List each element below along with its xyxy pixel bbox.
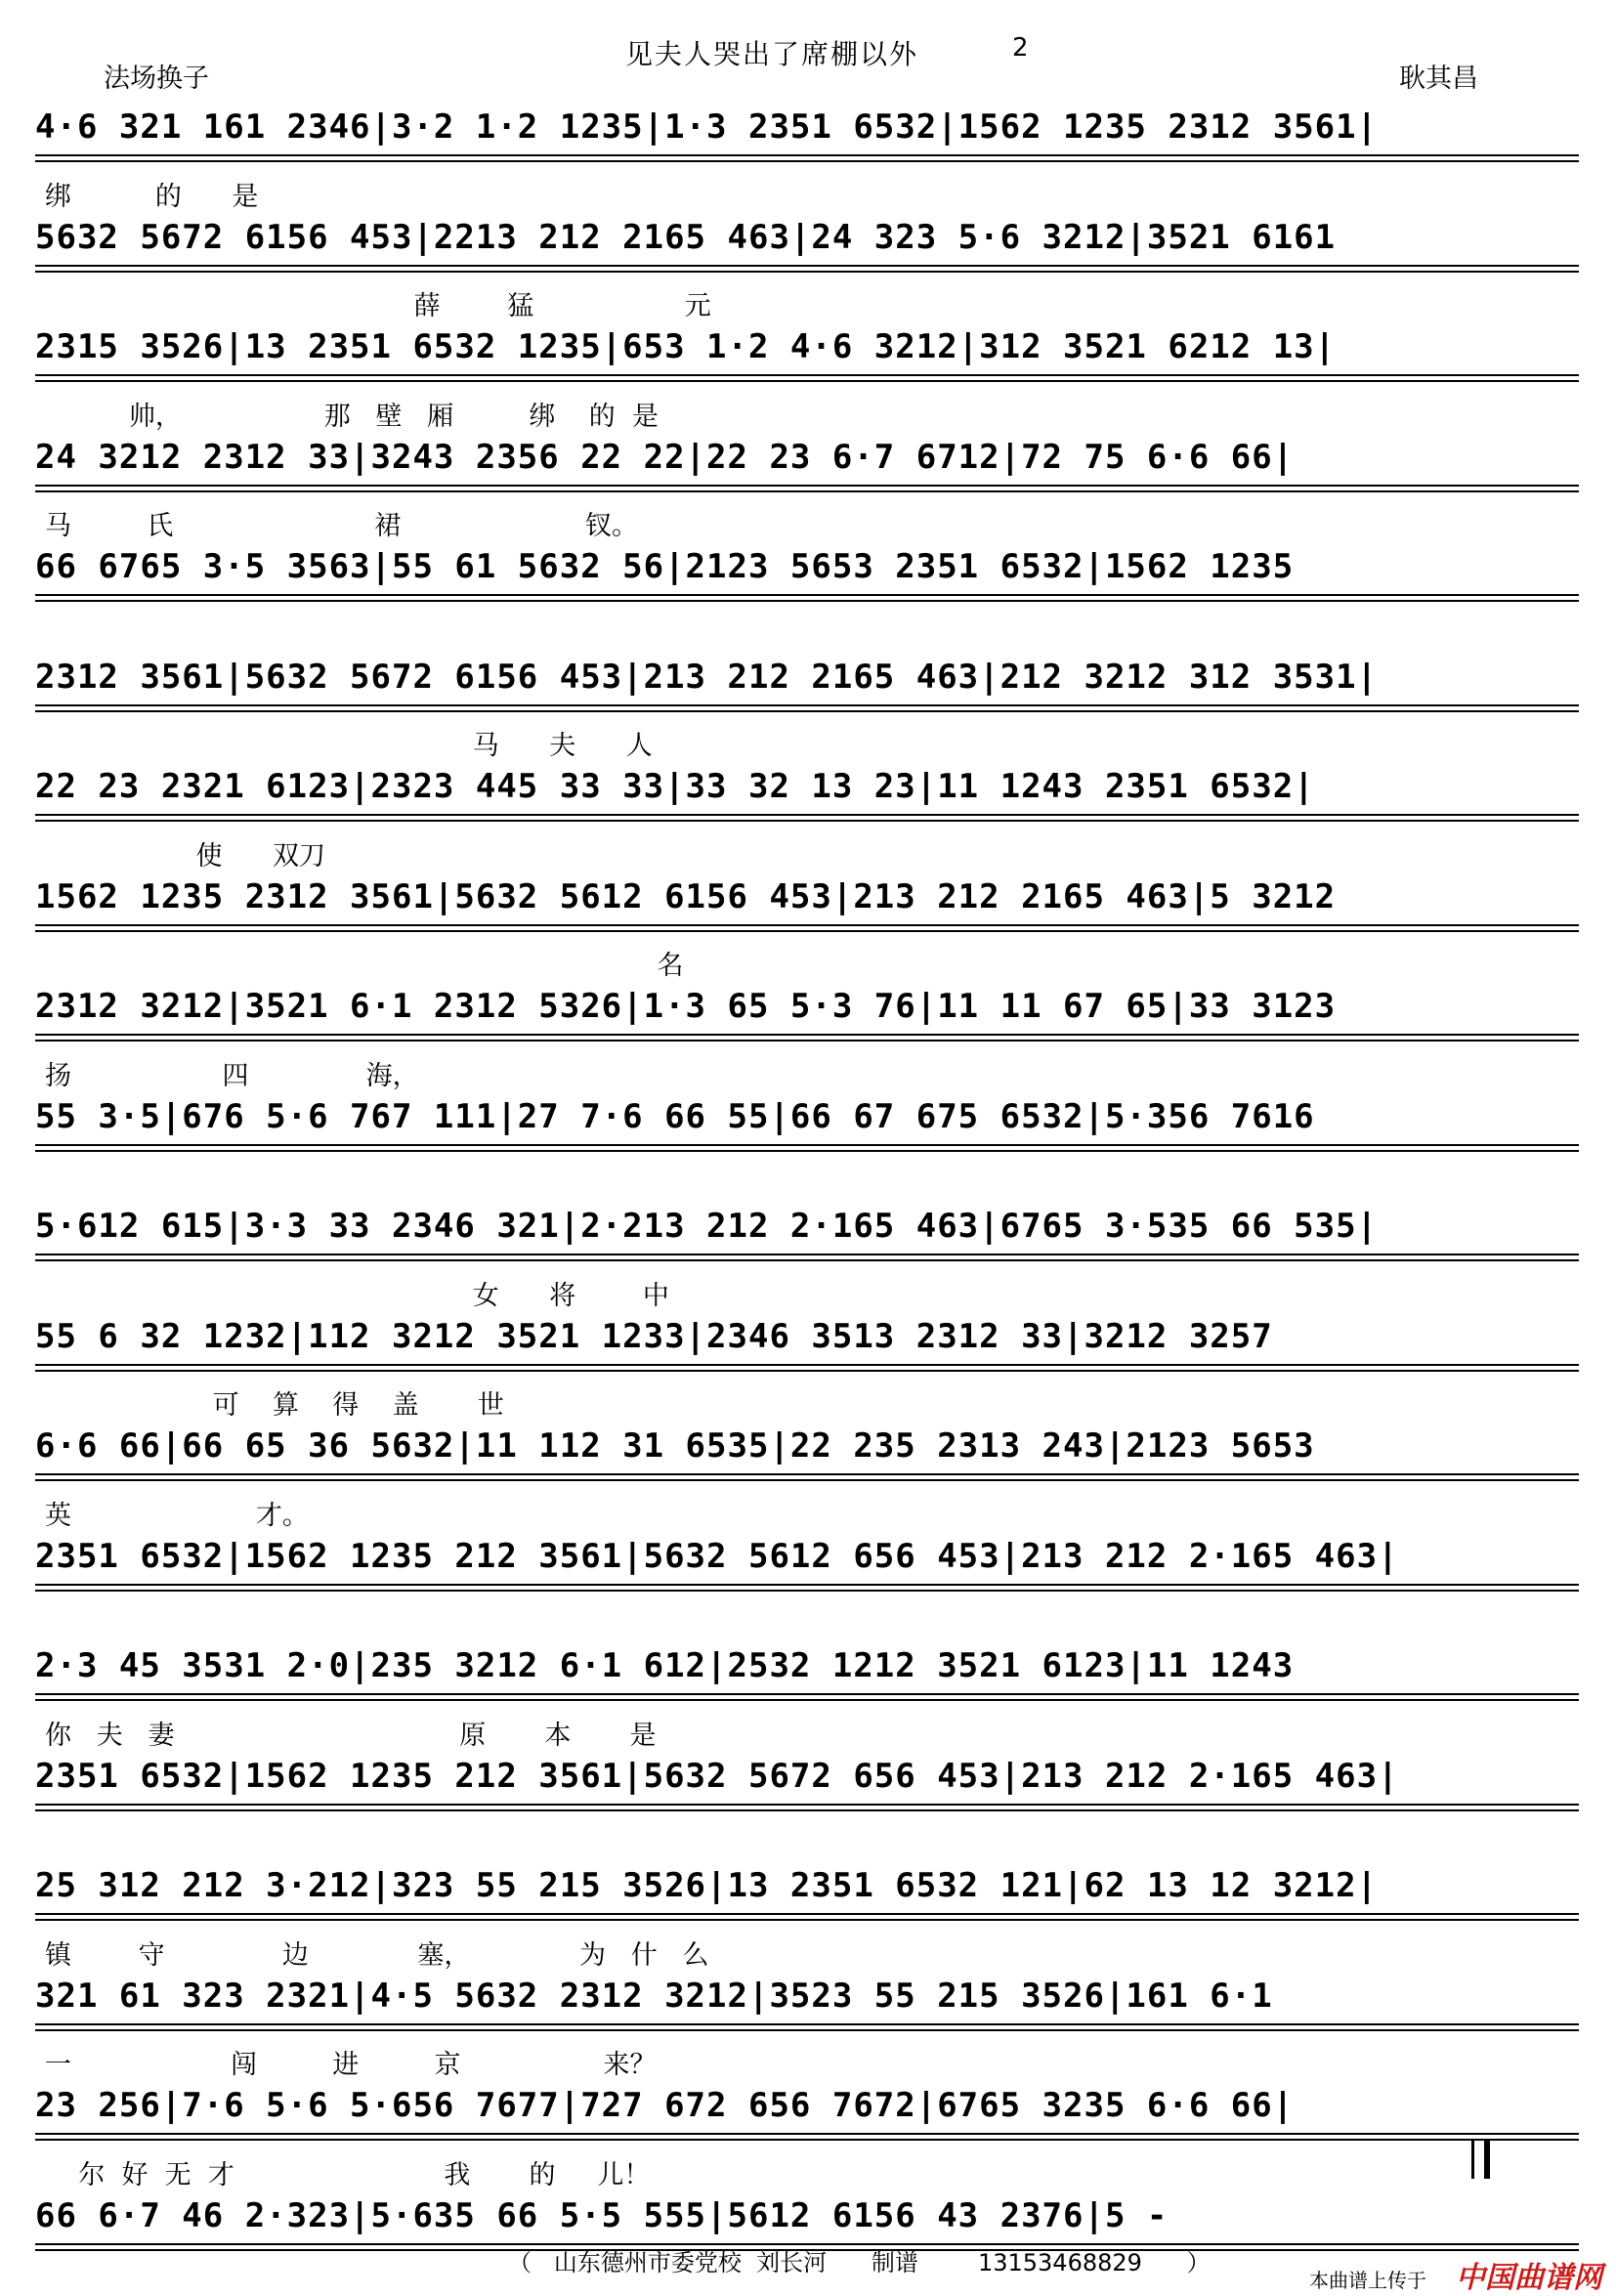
rhythm-underline (35, 490, 1579, 492)
rhythm-underline (35, 2133, 1579, 2135)
rhythm-underline (35, 374, 1579, 376)
rhythm-underline (35, 1479, 1579, 1481)
jianpu-notes: 2·3 45 3531 2·0|235 3212 6·1 612|2532 1212 3521 6123|11 1243 (35, 1646, 1295, 1685)
jianpu-notes: 2351 6532|1562 1235 212 3561|5632 5612 656 453|213 212 2·165 463| (35, 1536, 1399, 1576)
rhythm-underline (35, 930, 1579, 932)
footer-credit: （ 山东德州市委党校 刘长河 制谱 13153468829 ） (508, 2249, 1211, 2276)
rhythm-underline (35, 1364, 1579, 1366)
final-barline (1471, 2140, 1490, 2179)
rhythm-underline (35, 1370, 1579, 1372)
rhythm-underline (35, 380, 1579, 382)
jianpu-notes: 5·612 615|3·3 33 2346 321|2·213 212 2·165 463|6765 3·535 66 535| (35, 1207, 1379, 1246)
rhythm-underline (35, 2029, 1579, 2031)
rhythm-underline (35, 154, 1579, 156)
jianpu-notes: 2312 3561|5632 5672 6156 453|213 212 2165 463|212 3212 312 3531| (35, 657, 1379, 697)
jianpu-notes: 66 6·7 46 2·323|5·635 66 5·5 555|5612 6156 43 2376|5 - (35, 2195, 1169, 2235)
upload-note: 本曲谱上传于 (1309, 2269, 1426, 2292)
jianpu-notes: 66 6765 3·5 3563|55 61 5632 56|2123 5653 2351 6532|1562 1235 (35, 547, 1295, 586)
rhythm-underline (35, 1259, 1579, 1261)
rhythm-underline (35, 1913, 1579, 1915)
jianpu-notes: 321 61 323 2321|4·5 5632 2312 3212|3523 55 215 3526|161 6·1 (35, 1976, 1273, 2016)
rhythm-underline (35, 265, 1579, 267)
jianpu-notes: 2351 6532|1562 1235 212 3561|5632 5672 656 453|213 212 2·165 463| (35, 1756, 1399, 1796)
lyrics-line: 扬 四 海， (45, 1060, 419, 1091)
rhythm-underline (35, 1693, 1579, 1695)
lyrics-line: 绑 的 是 (45, 181, 259, 212)
jianpu-notes: 6·6 66|66 65 36 5632|11 112 31 6535|22 235 2313 243|2123 5653 (35, 1426, 1315, 1466)
rhythm-underline (35, 704, 1579, 706)
rhythm-underline (35, 1584, 1579, 1586)
lyrics-line: 你 夫 妻 原 本 是 (45, 1720, 657, 1751)
jianpu-notes: 5632 5672 6156 453|2213 212 2165 463|24 323 5·6 3212|3521 6161 (35, 217, 1337, 257)
rhythm-underline (35, 1040, 1579, 1042)
lyrics-line: 薛 猛 元 (45, 291, 711, 321)
site-logo: 中国曲谱网 (1456, 2261, 1602, 2295)
lyrics-line: 女 将 中 (45, 1280, 669, 1311)
lyrics-line: 一 闯 进 京 来？ (45, 2050, 657, 2080)
song-title: 见夫人哭出了席棚以外 (625, 38, 919, 70)
lyrics-line: 尔 好 无 才 我 的 儿！ (45, 2159, 651, 2190)
rhythm-underline (35, 1809, 1579, 1811)
rhythm-underline (35, 485, 1579, 487)
rhythm-underline (35, 1034, 1579, 1036)
rhythm-underline (35, 594, 1579, 596)
rhythm-underline (35, 271, 1579, 273)
rhythm-underline (35, 1699, 1579, 1701)
rhythm-underline (35, 1150, 1579, 1152)
lyrics-line: 英 才。 (45, 1500, 309, 1531)
jianpu-notes: 55 3·5|676 5·6 767 111|27 7·6 66 55|66 67 675 6532|5·356 7616 (35, 1096, 1315, 1136)
rhythm-underline (35, 1919, 1579, 1921)
tune-name: 法场换子 (104, 64, 209, 94)
lyrics-line: 马 夫 人 (45, 731, 653, 761)
rhythm-underline (35, 1144, 1579, 1146)
rhythm-underline (35, 2139, 1579, 2141)
rhythm-underline (35, 2023, 1579, 2025)
lyrics-line: 马 氏 裙 钗。 (45, 511, 639, 541)
jianpu-notes: 2315 3526|13 2351 6532 1235|653 1·2 4·6 3212|312 3521 6212 13| (35, 327, 1337, 366)
rhythm-underline (35, 1590, 1579, 1592)
page-number: 2 (1012, 33, 1029, 63)
lyrics-line: 可 算 得 盖 世 (45, 1390, 504, 1421)
rhythm-underline (35, 1804, 1579, 1806)
rhythm-underline (35, 814, 1579, 816)
lyrics-line: 使 双刀 (45, 840, 325, 872)
rhythm-underline (35, 820, 1579, 822)
rhythm-underline (35, 1254, 1579, 1255)
rhythm-underline (35, 600, 1579, 602)
lyrics-line: 名 (45, 951, 684, 981)
lyrics-line: 镇 守 边 塞， 为 什 么 (45, 1939, 709, 1971)
jianpu-notes: 55 6 32 1232|112 3212 3521 1233|2346 3513 2312 33|3212 3257 (35, 1316, 1273, 1356)
rhythm-underline (35, 1473, 1579, 1475)
jianpu-notes: 1562 1235 2312 3561|5632 5612 6156 453|213 212 2165 463|5 3212 (35, 876, 1337, 916)
jianpu-notes: 2312 3212|3521 6·1 2312 5326|1·3 65 5·3 76|11 11 67 65|33 3123 (35, 987, 1337, 1026)
jianpu-notes: 24 3212 2312 33|3243 2356 22 22|22 23 6·7 6712|72 75 6·6 66| (35, 437, 1295, 477)
jianpu-notes: 23 256|7·6 5·6 5·656 7677|727 672 656 7672|6765 3235 6·6 66| (35, 2086, 1295, 2125)
rhythm-underline (35, 924, 1579, 926)
lyrics-line: 帅， 那 壁 厢 绑 的 是 (45, 401, 659, 432)
rhythm-underline (35, 160, 1579, 162)
composer-name: 耿其昌 (1399, 64, 1478, 94)
jianpu-notes: 4·6 321 161 2346|3·2 1·2 1235|1·3 2351 6532|1562 1235 2312 3561| (35, 107, 1379, 147)
jianpu-notes: 25 312 212 3·212|323 55 215 3526|13 2351 6532 121|62 13 12 3212| (35, 1866, 1379, 1905)
rhythm-underline (35, 710, 1579, 712)
jianpu-notes: 22 23 2321 6123|2323 445 33 33|33 32 13 23|11 1243 2351 6532| (35, 767, 1315, 806)
